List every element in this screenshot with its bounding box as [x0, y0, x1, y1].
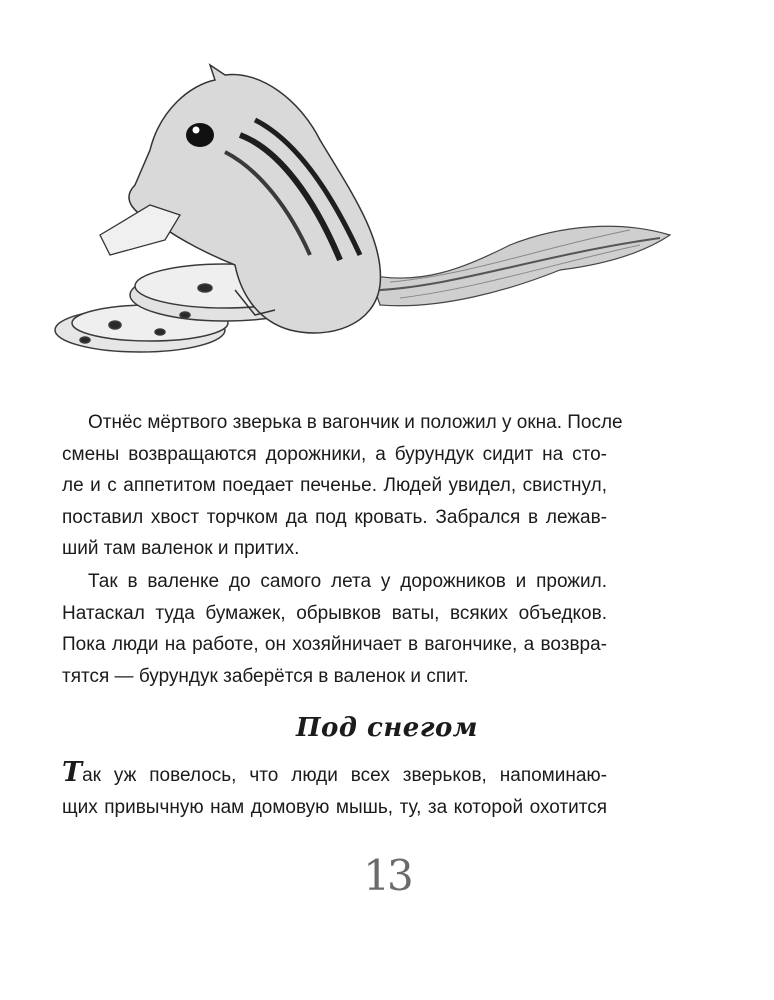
tail-drawing	[370, 226, 670, 305]
paragraph-3	[62, 757, 607, 823]
chipmunk-illustration	[40, 40, 680, 385]
drop-cap: Т	[62, 757, 83, 788]
text-line: Пока люди на работе, он хозяйничает в вагончике, а возвра-	[62, 634, 607, 655]
text-line: смены возвращаются дорожники, а бурундук сидит на сто-	[62, 443, 607, 465]
text-line-with-dropcap	[62, 757, 607, 792]
paragraph-1	[62, 407, 623, 565]
text-line: Так в валенке до самого лета у дорожников и прожил.	[88, 571, 607, 592]
text-line: ле и с аппетитом поедает печенье. Людей увидел, свистнул,	[62, 475, 607, 496]
text-line: щих привычную нам домовую мышь, ту, за которой охотится	[62, 796, 607, 818]
text-line: Натаскал туда бумажек, обрывков ваты, всяких объедков.	[62, 602, 607, 624]
text-line: поставил хвост торчком да под кровать. Забрался в лежав-	[62, 506, 607, 528]
section-heading: Под снегом	[295, 713, 479, 743]
text-line-rest: ак уж повелось, что люди всех зверьков, напоминаю-	[82, 765, 607, 786]
text-line: ший там валенок и притих.	[62, 538, 300, 559]
page-number: 13	[363, 851, 411, 900]
text-line: Отнёс мёртвого зверька в вагончик и положил у окна. После	[88, 412, 623, 433]
text-line: тятся — бурундук заберётся в валенок и спит.	[62, 665, 469, 687]
paragraph-2	[62, 566, 607, 692]
